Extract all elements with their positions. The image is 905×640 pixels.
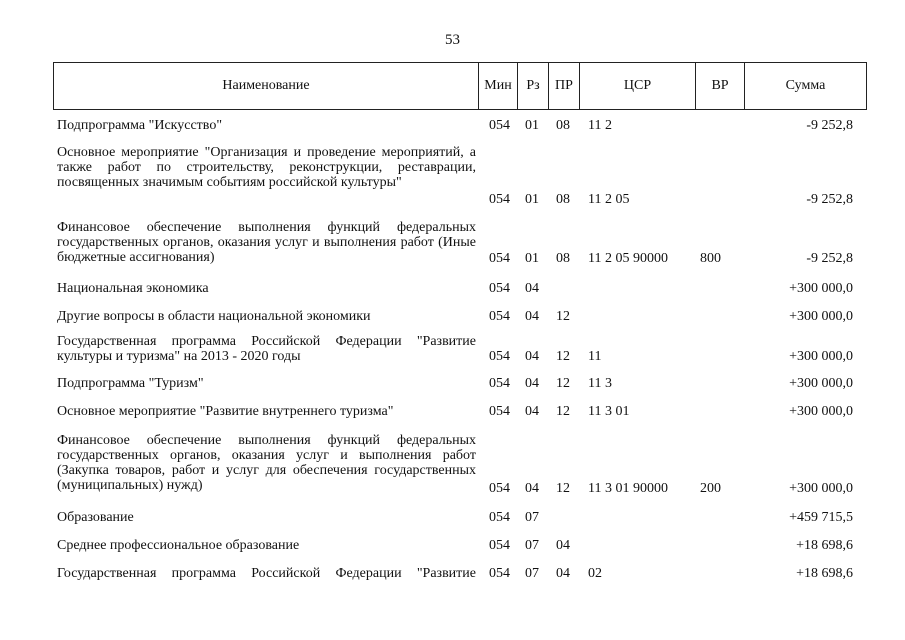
row-rz: 01 [525, 192, 539, 207]
header-min: Мин [479, 63, 518, 110]
row-csr: 11 2 [588, 118, 612, 133]
header-name: Наименование [54, 63, 479, 110]
row-sum: +300 000,0 [789, 309, 853, 324]
row-name: Подпрограмма "Искусство" [57, 118, 223, 133]
row-sum: +300 000,0 [789, 349, 853, 364]
row-csr: 11 [588, 349, 602, 364]
row-min: 054 [489, 349, 510, 364]
row-name: Среднее профессиональное образование [57, 538, 300, 553]
row-rz: 01 [525, 118, 539, 133]
header-csr: ЦСР [580, 63, 696, 110]
row-rz: 04 [525, 281, 539, 296]
table-header [53, 62, 867, 110]
row-name: Основное мероприятие "Организация и проведение мероприятий, а также работ по строительству, реконструкции, реставрации, посвященных значимым событиям российской культуры" [57, 145, 476, 190]
row-vr: 800 [700, 251, 721, 266]
row-csr: 11 2 05 90000 [588, 251, 668, 266]
row-name: Образование [57, 510, 134, 525]
row-sum: -9 252,8 [806, 251, 853, 266]
row-csr: 11 2 05 [588, 192, 630, 207]
row-vr: 200 [700, 481, 721, 496]
row-name: Государственная программа Российской Федерации "Развитие [57, 566, 476, 581]
row-min: 054 [489, 251, 510, 266]
row-min: 054 [489, 404, 510, 419]
row-name: Подпрограмма "Туризм" [57, 376, 204, 391]
header-vr: ВР [696, 63, 745, 110]
row-pr: 04 [556, 538, 570, 553]
row-min: 054 [489, 118, 510, 133]
row-min: 054 [489, 538, 510, 553]
row-sum: +18 698,6 [796, 566, 853, 581]
row-pr: 12 [556, 376, 570, 391]
row-name: Финансовое обеспечение выполнения функций федеральных государственных органов, оказания услуг и выполнения работ (Иные бюджетные ассигнования) [57, 220, 476, 265]
header-pr: ПР [549, 63, 580, 110]
row-name: Национальная экономика [57, 281, 209, 296]
row-sum: -9 252,8 [806, 118, 853, 133]
row-name: Основное мероприятие "Развитие внутреннего туризма" [57, 404, 394, 419]
row-pr: 08 [556, 251, 570, 266]
row-sum: -9 252,8 [806, 192, 853, 207]
row-rz: 04 [525, 404, 539, 419]
row-csr: 11 3 01 [588, 404, 630, 419]
row-pr: 12 [556, 404, 570, 419]
row-sum: +459 715,5 [789, 510, 853, 525]
row-min: 054 [489, 309, 510, 324]
row-rz: 07 [525, 510, 539, 525]
row-min: 054 [489, 281, 510, 296]
row-pr: 12 [556, 481, 570, 496]
row-rz: 04 [525, 481, 539, 496]
row-sum: +300 000,0 [789, 376, 853, 391]
row-pr: 08 [556, 192, 570, 207]
row-min: 054 [489, 510, 510, 525]
row-rz: 07 [525, 566, 539, 581]
row-sum: +300 000,0 [789, 281, 853, 296]
header-sum: Сумма [745, 63, 867, 110]
row-csr: 02 [588, 566, 602, 581]
header-rz: Рз [518, 63, 549, 110]
row-rz: 04 [525, 309, 539, 324]
row-name: Другие вопросы в области национальной экономики [57, 309, 371, 324]
row-min: 054 [489, 566, 510, 581]
row-rz: 07 [525, 538, 539, 553]
row-rz: 01 [525, 251, 539, 266]
row-sum: +18 698,6 [796, 538, 853, 553]
row-min: 054 [489, 481, 510, 496]
row-pr: 12 [556, 309, 570, 324]
row-pr: 12 [556, 349, 570, 364]
row-pr: 08 [556, 118, 570, 133]
row-sum: +300 000,0 [789, 404, 853, 419]
row-name: Финансовое обеспечение выполнения функций федеральных государственных органов, оказания услуг и выполнения работ (Закупка товаров, работ и услуг для обеспечения государственных (муниципальных) нужд) [57, 433, 476, 493]
row-name: Государственная программа Российской Федерации "Развитие культуры и туризма" на 2013 - 2020 годы [57, 334, 476, 364]
row-pr: 04 [556, 566, 570, 581]
page-number: 53 [445, 32, 460, 48]
row-min: 054 [489, 376, 510, 391]
row-csr: 11 3 [588, 376, 612, 391]
row-rz: 04 [525, 376, 539, 391]
row-min: 054 [489, 192, 510, 207]
row-sum: +300 000,0 [789, 481, 853, 496]
row-csr: 11 3 01 90000 [588, 481, 668, 496]
row-rz: 04 [525, 349, 539, 364]
